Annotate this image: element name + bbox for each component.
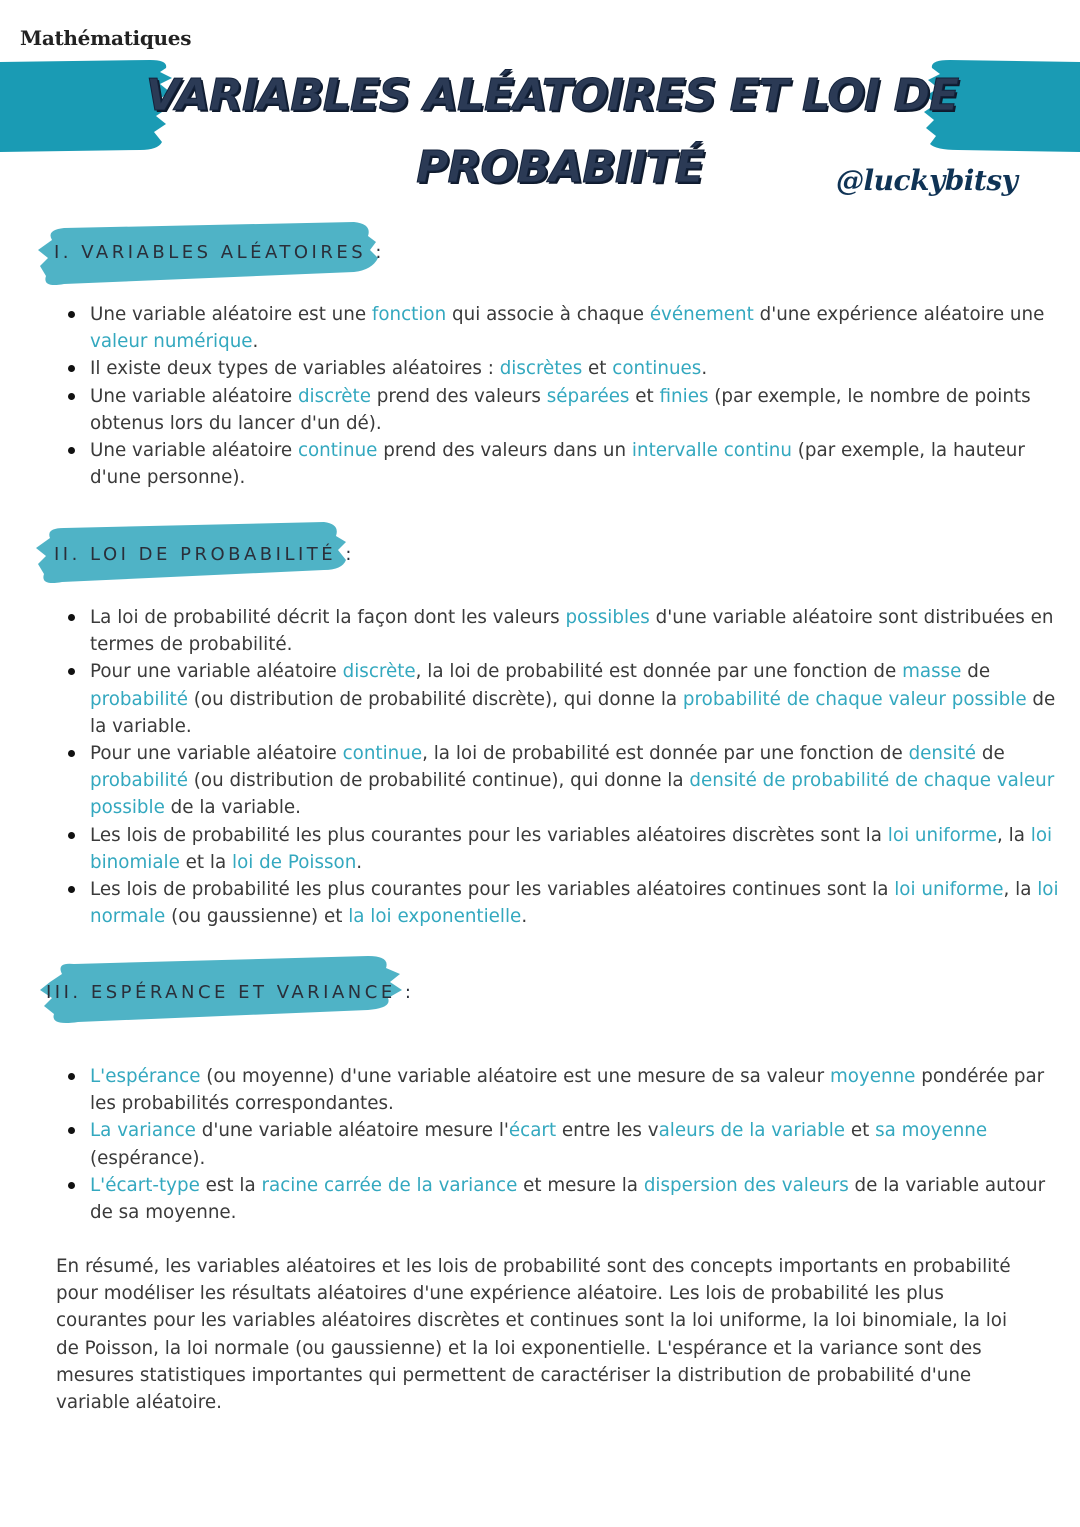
bullet-text: d'une variable aléatoire sont distribuées en termes de probabilité. bbox=[90, 607, 1054, 656]
highlighted-term: probabilité bbox=[90, 770, 188, 792]
bullet-text: et bbox=[629, 385, 660, 407]
bullet-text: et mesure la bbox=[517, 1174, 644, 1196]
bullet-text: (espérance). bbox=[90, 1147, 206, 1169]
highlighted-term: fonction bbox=[371, 304, 447, 325]
bullet-text: (ou distribution de probabilité discrète), qui donne la bbox=[187, 688, 683, 710]
highlighted-term: L'espérance bbox=[90, 1066, 201, 1087]
bullet-text: de la variable. bbox=[90, 688, 1056, 737]
bullet-text: d'une variable aléatoire mesure l' bbox=[195, 1120, 509, 1142]
bullet-item bbox=[90, 437, 1060, 491]
highlighted-term: événement bbox=[649, 304, 754, 325]
highlighted-term: densité de probabilité de chaque valeur possible bbox=[90, 770, 1055, 819]
highlighted-term: dispersion des valeurs bbox=[643, 1174, 849, 1196]
bullet-item bbox=[90, 355, 1060, 382]
section-header-2 bbox=[34, 520, 354, 590]
bullet-text: Une variable aléatoire est une bbox=[90, 304, 372, 325]
bullet-text: Il existe deux types de variables aléatoires : bbox=[90, 358, 500, 380]
highlighted-term: loi binomiale bbox=[90, 824, 1053, 873]
highlighted-term: racine carrée de la variance bbox=[261, 1174, 518, 1196]
subject-label: Mathématiques bbox=[20, 26, 192, 50]
page-title-line-1: VARIABLES ALÉATOIRES ET LOI DE bbox=[145, 70, 959, 121]
bullet-text: La loi de probabilité décrit la façon dont les valeurs bbox=[90, 607, 566, 628]
bullet-item bbox=[90, 604, 1060, 658]
highlighted-term: continue bbox=[297, 440, 378, 462]
section-title-2: II. LOI DE PROBABILITÉ : bbox=[54, 544, 355, 565]
summary-paragraph: En résumé, les variables aléatoires et les lois de probabilité sont des concepts importants en probabilité pour modéliser les résultats aléatoires d'une expérience aléatoire. Les lois de probabilité les plus courantes pour les variables aléatoires discrètes et continues sont la loi uniforme, la loi binomiale, la loi de Poisson, la loi normale (ou gaussienne) et la loi exponentielle. L'espérance et la variance sont des mesures statistiques importantes qui permettent de caractériser la distribution de probabilité d'une variable aléatoire. bbox=[56, 1256, 1011, 1414]
bullet-text: . bbox=[252, 331, 259, 353]
bullet-item bbox=[90, 1172, 1060, 1226]
bullet-text: , la bbox=[997, 824, 1031, 846]
highlighted-term: la loi exponentielle bbox=[348, 906, 522, 928]
highlighted-term: sa moyenne bbox=[875, 1120, 988, 1142]
highlighted-term: intervalle continu bbox=[631, 440, 792, 462]
highlighted-term: La variance bbox=[90, 1120, 196, 1142]
highlighted-term: masse bbox=[902, 661, 962, 683]
bullet-text: de bbox=[961, 661, 991, 683]
highlighted-term: loi uniforme bbox=[894, 879, 1004, 901]
highlighted-term: continue bbox=[342, 743, 423, 765]
bullet-item bbox=[90, 876, 1060, 930]
highlighted-term: séparées bbox=[546, 385, 630, 407]
highlighted-term: probabilité de chaque valeur possible bbox=[682, 688, 1027, 710]
bullet-text: (ou gaussienne) et bbox=[165, 906, 349, 928]
bullet-text: prend des valeurs dans un bbox=[377, 440, 632, 462]
highlighted-term: densité bbox=[908, 743, 977, 765]
bullet-text: (par exemple, la hauteur d'une personne). bbox=[90, 440, 1025, 489]
bullet-item bbox=[90, 301, 1060, 355]
bullet-text: Une variable aléatoire bbox=[90, 385, 298, 407]
section-1-list bbox=[60, 301, 1060, 491]
bullet-item bbox=[90, 1117, 1060, 1171]
bullet-text: Les lois de probabilité les plus courantes pour les variables aléatoires discrètes sont la bbox=[90, 824, 888, 846]
bullet-text: de la variable. bbox=[164, 797, 301, 819]
bullet-text: et la bbox=[179, 851, 233, 873]
bullet-text: de bbox=[976, 743, 1005, 765]
section-title-1: I. VARIABLES ALÉATOIRES : bbox=[54, 242, 385, 263]
highlighted-term: loi normale bbox=[90, 879, 1059, 928]
highlighted-term: écart bbox=[508, 1120, 557, 1142]
bullet-text: Pour une variable aléatoire bbox=[90, 743, 343, 765]
bullet-text: Pour une variable aléatoire bbox=[90, 661, 343, 683]
bullet-text: pondérée par les probabilités correspondantes. bbox=[90, 1066, 1045, 1115]
highlighted-term: loi uniforme bbox=[887, 824, 998, 846]
highlighted-term: discrètes bbox=[499, 358, 583, 380]
bullet-text: , la loi de probabilité est donnée par une fonction de bbox=[415, 661, 903, 683]
highlighted-term: continues bbox=[612, 358, 702, 380]
bullet-text: et bbox=[845, 1120, 876, 1142]
bullet-text: . bbox=[701, 358, 708, 380]
bullet-item bbox=[90, 822, 1060, 876]
bullet-text: (ou distribution de probabilité continue), qui donne la bbox=[187, 770, 690, 792]
bullet-text: . bbox=[356, 851, 363, 873]
page-title-line-2: PROBABIITÉ bbox=[416, 142, 704, 193]
bullet-text: prend des valeurs bbox=[370, 385, 547, 407]
section-header-1 bbox=[34, 218, 384, 290]
bullet-text: Une variable aléatoire bbox=[90, 440, 298, 462]
section-3-list bbox=[60, 1063, 1060, 1226]
highlighted-term: moyenne bbox=[829, 1066, 916, 1087]
section-header-3 bbox=[38, 952, 418, 1032]
bullet-text: , la bbox=[1003, 879, 1038, 901]
bullet-text: et bbox=[582, 358, 613, 380]
section-title-3: III. ESPÉRANCE ET VARIANCE : bbox=[46, 982, 415, 1003]
bullet-text: . bbox=[521, 906, 528, 928]
highlighted-term: valeur numérique bbox=[90, 331, 253, 353]
bullet-text: d'une expérience aléatoire une bbox=[753, 304, 1045, 325]
highlighted-term: loi de Poisson bbox=[232, 851, 357, 873]
author-handle: @luckybitsy bbox=[836, 164, 1018, 197]
bullet-text: de la variable autour de sa moyenne. bbox=[90, 1174, 1046, 1224]
bullet-text: , la loi de probabilité est donnée par une fonction de bbox=[422, 743, 909, 765]
bullet-text: est la bbox=[199, 1174, 262, 1196]
bullet-text: (ou moyenne) d'une variable aléatoire est une mesure de sa valeur bbox=[200, 1066, 830, 1087]
bullet-text: qui associe à chaque bbox=[446, 304, 650, 325]
highlighted-term: aleurs de la variable bbox=[658, 1120, 846, 1142]
highlighted-term: finies bbox=[659, 385, 709, 407]
highlighted-term: probabilité bbox=[90, 688, 188, 710]
highlighted-term: possibles bbox=[565, 607, 650, 628]
highlighted-term: discrète bbox=[297, 385, 371, 407]
bullet-item bbox=[90, 740, 1060, 822]
bullet-item bbox=[90, 658, 1060, 740]
bullet-text: Les lois de probabilité les plus courantes pour les variables aléatoires continues sont la bbox=[90, 879, 895, 901]
bullet-text: entre les v bbox=[556, 1120, 659, 1142]
highlighted-term: L'écart-type bbox=[90, 1174, 200, 1196]
section-2-list bbox=[60, 604, 1060, 930]
bullet-item bbox=[90, 1063, 1060, 1117]
bullet-item bbox=[90, 383, 1060, 437]
highlighted-term: discrète bbox=[342, 661, 416, 683]
bullet-text: (par exemple, le nombre de points obtenus lors du lancer d'un dé). bbox=[90, 385, 1031, 434]
